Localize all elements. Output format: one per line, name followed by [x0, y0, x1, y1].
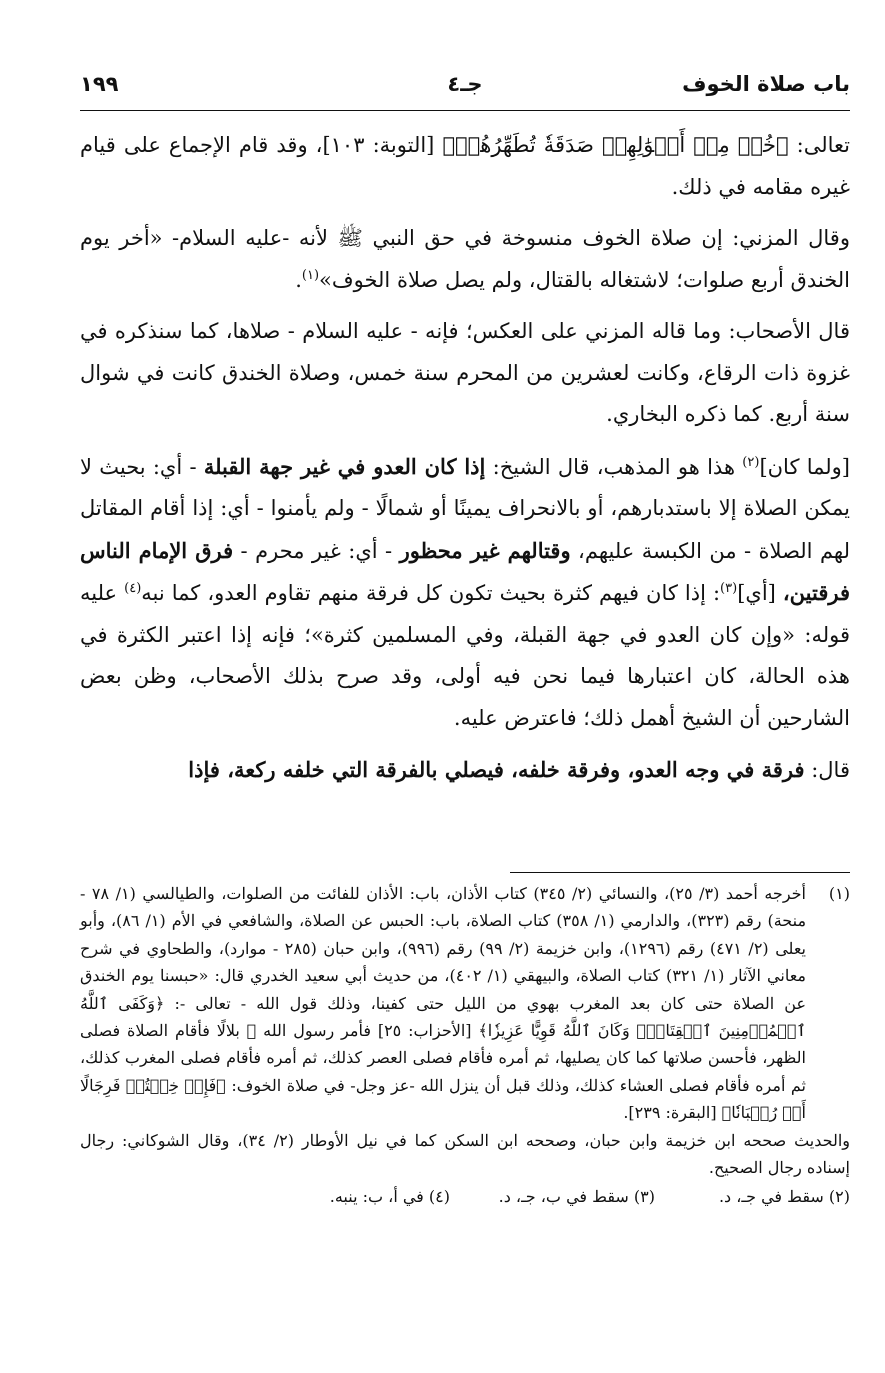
chapter-title: باب صلاة الخوف	[682, 72, 850, 96]
matn-text-4: فرقة في وجه العدو، وفرقة خلفه، فيصلي بالفرقة التي خلفه ركعة، فإذا	[188, 757, 805, 782]
footnotes-short-row	[80, 1183, 850, 1211]
footnote-ref-4: (٤)	[124, 581, 142, 596]
footnotes	[80, 880, 850, 1211]
footnote-ref-2: (٢)	[742, 454, 760, 470]
p4-text-e: [أي]	[737, 581, 783, 605]
matn-text-1: إذا كان العدو في غير جهة القبلة	[203, 453, 486, 479]
p4-text-g: عليه قوله: «وإن كان العدو في جهة القبلة، وفي المسلمين كثرة»؛ فإنه إذا اعتبر الكثرة في هذه الحالة، كان اعتبارها فيما نحن فيه أولى، وقد صرح بذلك الأصحاب، وظن بعض الشارحين أن الشيخ أهمل ذلك؛ فاعترض عليه.	[80, 581, 850, 730]
matn-text-2: وقتالهم غير محظور	[399, 537, 571, 563]
footnote-4: (٤) في أ، ب: ينبه.	[329, 1187, 450, 1207]
footnote-divider	[510, 872, 850, 873]
page-number: ١٩٩	[80, 72, 119, 96]
paragraph-2-text: وقال المزني: إن صلاة الخوف منسوخة في حق النبي ﷺ لأنه -عليه السلام- «أخر يوم الخندق أربع صلوات؛ لاشتغاله بالقتال، ولم يصل صلاة الخوف»	[80, 226, 850, 292]
p5-text-a: قال:	[804, 758, 850, 782]
footnote-1-continuation: والحديث صححه ابن خزيمة وابن حبان، وصححه ابن السكن كما في نيل الأوطار (٢/ ٣٤)، وقال الشوكاني: رجال إسناده رجال الصحيح.	[80, 1130, 851, 1178]
footnote-ref-3: (٣)	[720, 581, 738, 596]
paragraph-2-end: .	[295, 267, 302, 292]
paragraph-2	[80, 218, 850, 301]
paragraph-3: قال الأصحاب: وما قاله المزني على العكس؛ فإنه - عليه السلام - صلاها، كما سنذكره في غزوة ذات الرقاع، وكانت لعشرين من المحرم سنة خمس، وصلاة الخندق كانت في شوال سنة أربع. كما ذكره البخاري.	[80, 319, 850, 426]
p4-text-b: هذا هو المذهب، قال الشيخ:	[485, 454, 743, 479]
paragraph-1: تعالى: ﴿خُذۡ مِنۡ أَمۡوَٰلِهِمۡ صَدَقَةٗ تُطَهِّرُهُمۡ﴾ [التوبة: ١٠٣]، وقد قام الإجماع على قيام غيره مقامه في ذلك.	[80, 133, 850, 199]
volume-label: جـ٤	[447, 72, 483, 96]
main-text	[80, 125, 850, 802]
p4-text-f: : إذا كان فيهم كثرة بحيث تكون كل فرقة منهم تقاوم العدو، كما نبه	[141, 581, 721, 605]
p4-bracket: [ولما كان]	[759, 454, 850, 479]
paragraph-4	[80, 446, 850, 740]
p4-text-c: - أي: بحيث لا يمكن الصلاة إلا باستدبارهم، أو بالانحراف يمينًا أو شمالًا - ولم يأمنوا - أي: إذا أقام المقاتل لهم الصلاة - من الكبسة عليهم،	[80, 454, 851, 563]
footnote-3: (٣) سقط في ب، جـ، د.	[498, 1187, 655, 1207]
matn-text-3: فرق الإمام الناس فرقتين،	[80, 537, 850, 605]
p4-text-d: - أي: غير محرم -	[233, 538, 400, 563]
footnote-1-text: أخرجه أحمد (٣/ ٢٥)، والنسائي (٢/ ٣٤٥) كتاب الأذان، باب: الأذان للفائت من الصلوات، والطيالسي (١/ ٧٨ - منحة) رقم (٣٢٣)، والدارمي (١/ ٣٥٨) كتاب الصلاة، باب: الحبس عن الصلاة، والشافعي في الأم (١/ ٨٦)، وأبو يعلى (٢/ ٤٧١) رقم (١٢٩٦)، وابن خزيمة (٢/ ٩٩) رقم (٩٩٦)، وابن حبان (٢٨٥ - موارد)، والطحاوي في شرح معاني الآثار (١/ ٣٢١) كتاب الصلاة، والبيهقي (١/ ٤٠٢)، من حديث أبي سعيد الخدري قال: «حبسنا يوم الخندق عن الصلاة حتى كان بعد المغرب بهوي من الليل حتى كفينا، وذلك قول الله - تعالى -: ﴿وَكَفَى ٱللَّهُ ٱلۡمُؤۡمِنِينَ ٱلۡقِتَالَۚ وَكَانَ ٱللَّهُ قَوِيًّا عَزِيزٗا﴾ [الأحزاب: ٢٥] فأمر رسول الله ﷺ بلالًا فأقام الصلاة فصلى الظهر، فأحسن صلاتها كما كان يصليها، ثم أمره فأقام فصلى العصر كذلك، ثم أمره فأقام فصلى المغرب كذلك، ثم أمره فأقام فصلى العشاء كذلك، وذلك قبل أن ينزل الله -عز وجل- في صلاة الخوف: ﴿فَإِنۡ خِفۡتُمۡ فَرِجَالًا أَوۡ رُكۡبَانٗا﴾ [البقرة: ٢٣٩].	[80, 884, 807, 1123]
paragraph-5	[80, 749, 850, 792]
footnote-1	[80, 880, 850, 1127]
footnote-1-number: (١)	[828, 884, 850, 903]
header-divider	[80, 110, 850, 111]
footnote-ref-1: (١)	[301, 267, 320, 283]
running-header	[80, 68, 850, 104]
footnote-2: (٢) سقط في جـ، د.	[718, 1187, 850, 1207]
